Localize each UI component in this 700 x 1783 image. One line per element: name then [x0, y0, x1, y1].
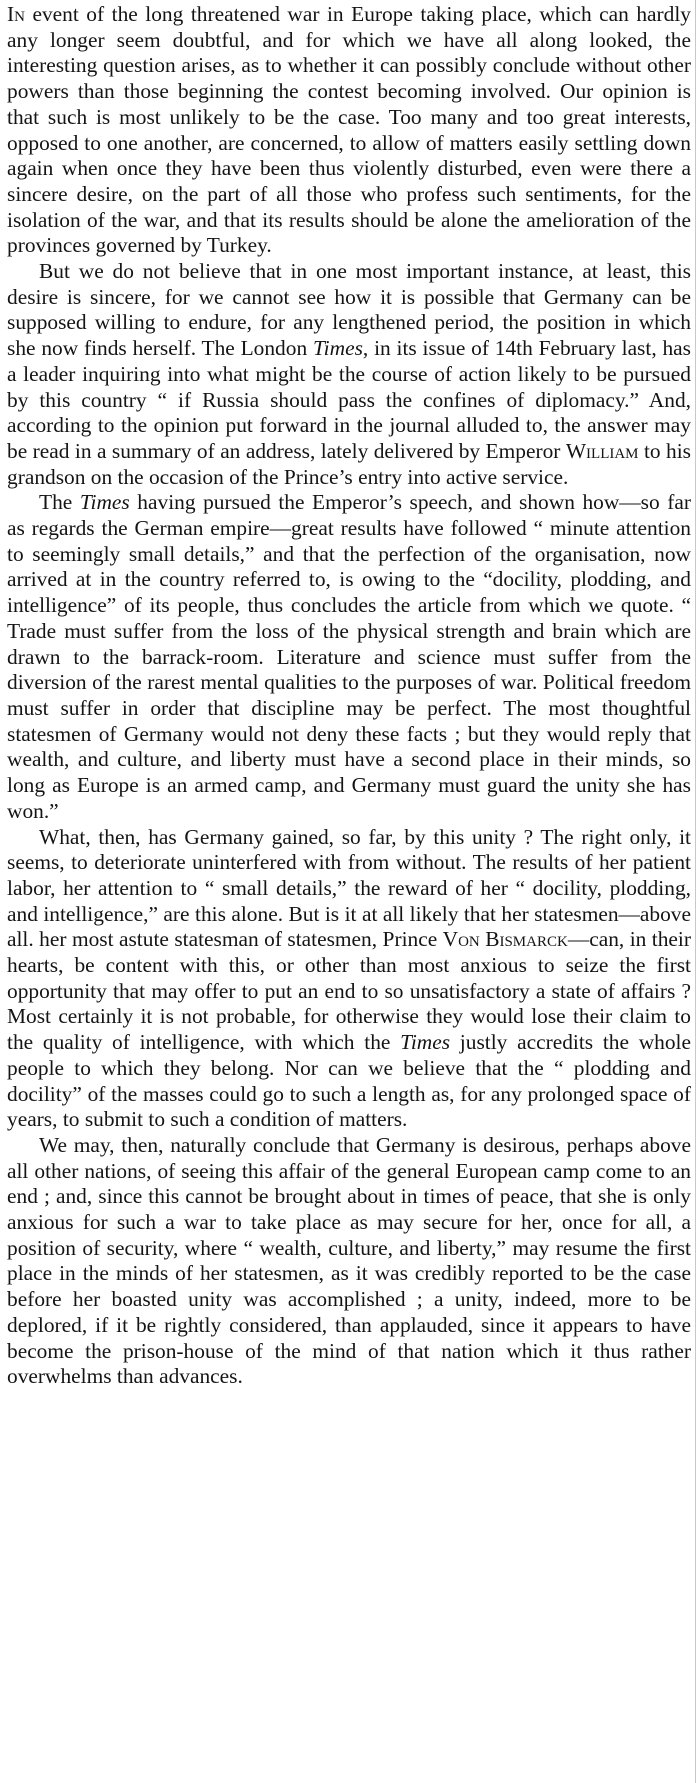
column-rule: [695, 0, 696, 1783]
article-paragraph: [7, 825, 691, 1133]
text-run: event of the long threatened war in Europe taking place, which can hardly any longer seem doubtful, and for which we have all along looked, the interesting question arises, as to whether it can possibly conclude without other powers than those beginning the contest becoming involved. Our opinion is that such is most unlikely to be the case. Too many and too great interests, opposed to one another, are concerned, to allow of matters easily settling down again when once they have been thus violently disturbed, even were there a sincere desire, on the part of all those who profess such sentiments, for the isolation of the war, and that its results should be alone the amelioration of the provinces governed by Turkey.: [7, 2, 691, 258]
smallcaps-text: In: [7, 2, 25, 26]
article-paragraph: [7, 490, 691, 824]
text-run: We may, then, naturally conclude that Germany is desirous, perhaps above all other nations, of seeing this affair of the general European camp come to an end ; and, since this cannot be brought about in times of peace, that she is only anxious for such a war to take place as may secure for her, once for all, a position of security, where “ wealth, culture, and liberty,” may resume the first place in the minds of her statesmen, as it was credibly reported to be the case before her boasted unity was accomplished ; a unity, indeed, more to be deplored, if it be rightly considered, than applauded, since it appears to have become the prison-house of the mind of that nation which it thus rather overwhelms than advances.: [7, 1132, 691, 1389]
italic-text: Times: [79, 490, 130, 515]
italic-text: Times: [400, 1030, 451, 1055]
article-paragraph: [7, 259, 691, 490]
text-run: having pursued the Emperor’s speech, and shown how—so far as regards the German empire—great results have followed “ minute attention to seemingly small details,” and that the perfection of the organisation, now arrived at in the country referred to, is owing to the “docility, plodding, and intelligence” of its people, thus concludes the article from which we quote. “ Trade must suffer from the loss of the physical strength and brain which are drawn to the barrack-room. Literature and science must suffer from the diversion of the rarest mental qualities to the purposes of war. Political freedom must suffer in order that discipline may be perfect. The most thoughtful statesmen of Germany would not deny these facts ; but they would reply that wealth, and culture, and liberty must have a second place in their minds, so long as Europe is an armed camp, and Germany must guard the unity she has won.”: [7, 490, 691, 823]
text-run: The: [39, 490, 80, 515]
text-run: to his grandson on the occasion of the Prince’s entry into active service.: [7, 438, 692, 489]
text-run: —can, in their hearts, be content with this, or other than most anxious to seize the first opportunity that may offer to put an end to so unsatisfactory a state of affairs ? Most certainly it is not probable, for otherwise they would lose their claim to the quality of intelligence, with which the: [7, 927, 691, 1055]
smallcaps-text: Von Bismarck: [442, 927, 568, 952]
article-column: [7, 2, 691, 1390]
text-run: justly accredits the whole people to which they belong. Nor can we believe that the “ plodding and docility” of the masses could go to such a length as, for any prolonged space of years, to submit to such a condition of matters.: [7, 1030, 691, 1132]
article-paragraph: [7, 2, 691, 259]
text-run: What, then, has Germany gained, so far, by this unity ? The right only, it seems, to deteriorate uninterfered with from without. The results of her patient labor, her attention to “ small details,” the reward of her “ docility, plodding, and intelligence,” are this alone. But is it at all likely that her statesmen—above all. her most astute statesman of statesmen, Prince: [7, 824, 691, 952]
article-paragraph: [7, 1133, 691, 1390]
text-run: But we do not believe that in one most important instance, at least, this desire is sincere, for we cannot see how it is possible that Germany can be supposed willing to endure, for any lengthened period, the position in which she now finds herself. The London: [7, 259, 691, 361]
smallcaps-text: William: [565, 438, 639, 463]
text-run: , in its issue of 14th February last, has a leader inquiring into what might be the course of action likely to be pursued by this country “ if Russia should pass the confines of diplomacy.” And, according to the opinion put forward in the journal alluded to, the answer may be read in a summary of an address, lately delivered by Emperor: [7, 336, 692, 463]
italic-text: Times: [312, 336, 363, 361]
